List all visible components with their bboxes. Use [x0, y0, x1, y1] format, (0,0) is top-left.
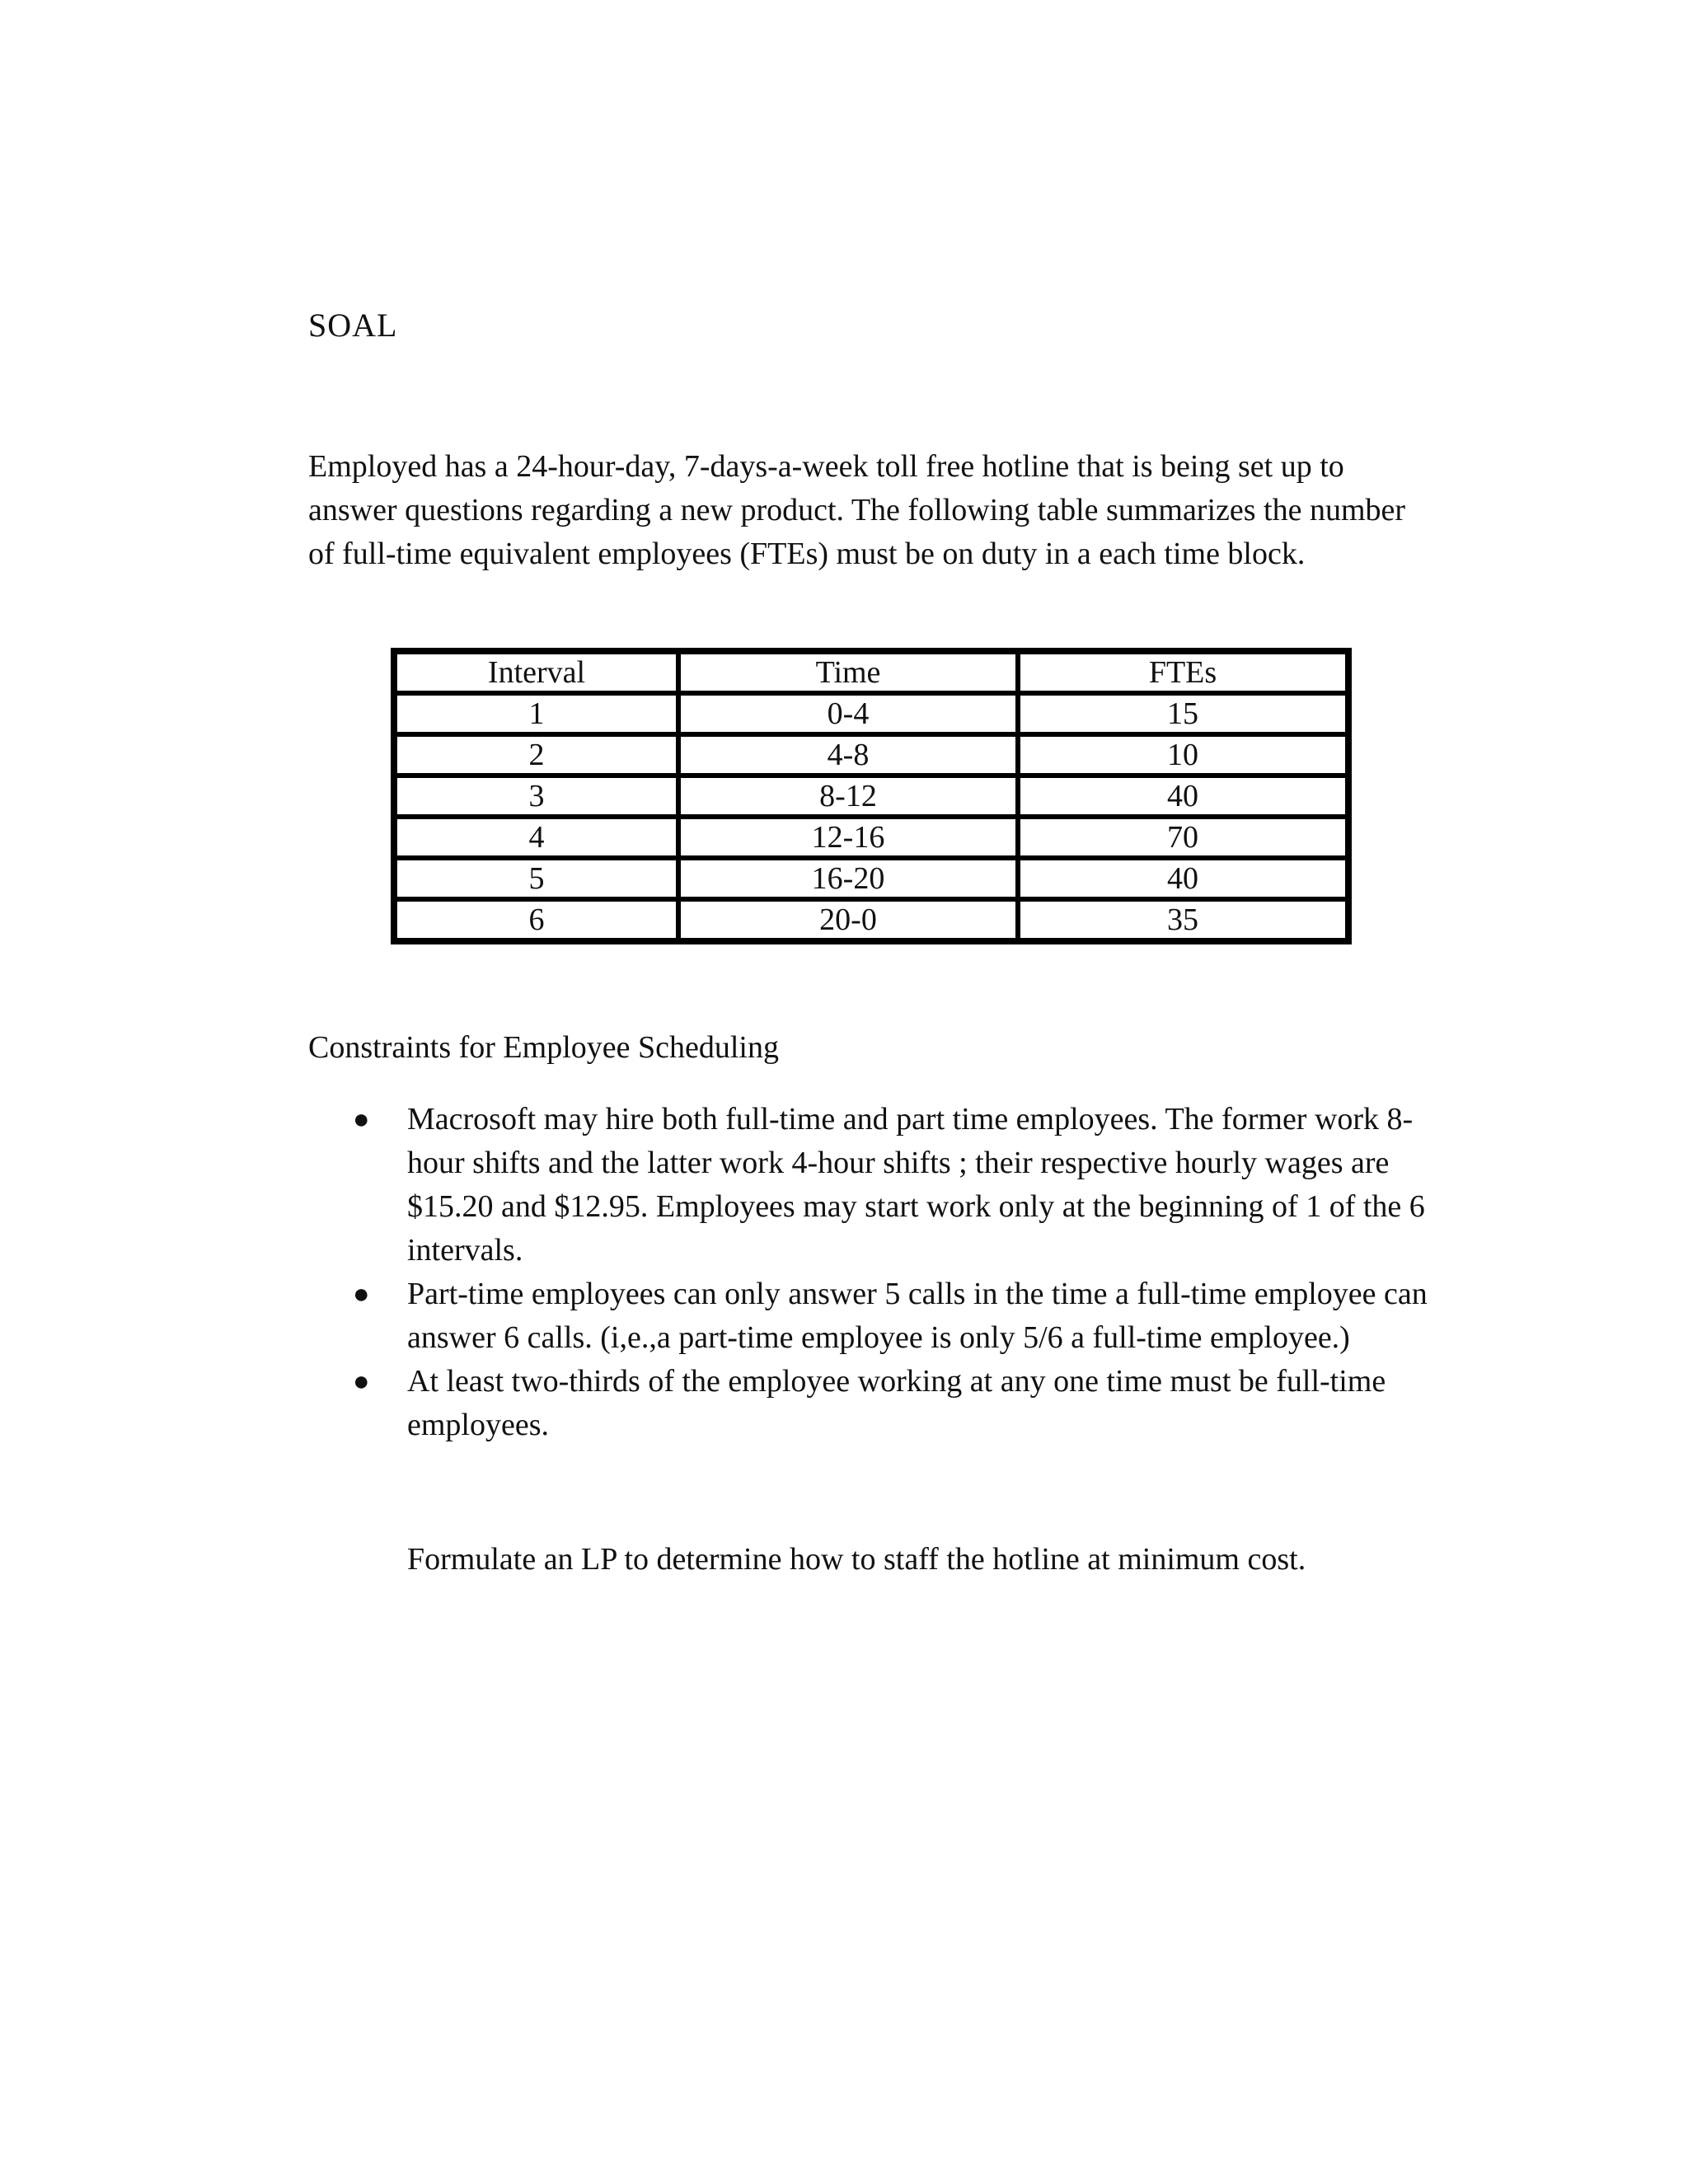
constraint-text: Part-time employees can only answer 5 calls in the time a full-time employee can answer 6 calls. (i,e.,a part-time employee is only 5/6 a full-time employee.) [407, 1277, 1428, 1355]
cell-interval: 3 [395, 776, 678, 817]
cell-interval: 6 [395, 899, 678, 940]
closing-instruction: Formulate an LP to determine how to staff the hotline at minimum cost. [407, 1542, 1306, 1577]
cell-time: 16-20 [678, 858, 1018, 899]
list-item [308, 1272, 1429, 1360]
table-row [395, 776, 1348, 817]
cell-interval: 2 [395, 734, 678, 776]
list-item [308, 1360, 1429, 1447]
cell-ftes: 40 [1018, 858, 1348, 899]
header-ftes: FTEs [1018, 652, 1348, 693]
cell-ftes: 15 [1018, 693, 1348, 734]
cell-ftes: 70 [1018, 817, 1348, 858]
list-item [308, 1098, 1429, 1272]
cell-interval: 5 [395, 858, 678, 899]
cell-interval: 4 [395, 817, 678, 858]
document-heading: SOAL [308, 307, 398, 344]
intro-paragraph: Employed has a 24-hour-day, 7-days-a-week toll free hotline that is being set up to answer questions regarding a new product. The following table summarizes the number of full-time equivalent employees (FTEs) must be on duty in a each time block. [308, 449, 1406, 571]
cell-time: 12-16 [678, 817, 1018, 858]
cell-time: 4-8 [678, 734, 1018, 776]
bullet-icon: ● [353, 1279, 370, 1310]
table-row [395, 899, 1348, 940]
fte-table-container [391, 648, 1352, 944]
cell-time: 20-0 [678, 899, 1018, 940]
cell-interval: 1 [395, 693, 678, 734]
constraint-text: At least two-thirds of the employee working at any one time must be full-time employees. [407, 1364, 1386, 1442]
cell-time: 0-4 [678, 693, 1018, 734]
cell-ftes: 10 [1018, 734, 1348, 776]
constraints-list [308, 1098, 1429, 1447]
cell-ftes: 35 [1018, 899, 1348, 940]
table-row [395, 693, 1348, 734]
header-interval: Interval [395, 652, 678, 693]
table-header-row [395, 652, 1348, 693]
cell-ftes: 40 [1018, 776, 1348, 817]
fte-table [391, 648, 1352, 944]
header-time: Time [678, 652, 1018, 693]
table-row [395, 858, 1348, 899]
cell-time: 8-12 [678, 776, 1018, 817]
table-row [395, 817, 1348, 858]
table-row [395, 734, 1348, 776]
bullet-icon: ● [353, 1104, 370, 1135]
bullet-icon: ● [353, 1366, 370, 1397]
constraint-text: Macrosoft may hire both full-time and part time employees. The former work 8-hour shifts and the latter work 4-hour shifts ; their respective hourly wages are $15.20 and $12.95. Employees may start work only at the beginning of 1 of the 6 intervals. [407, 1102, 1425, 1268]
constraints-heading: Constraints for Employee Scheduling [308, 1030, 779, 1065]
